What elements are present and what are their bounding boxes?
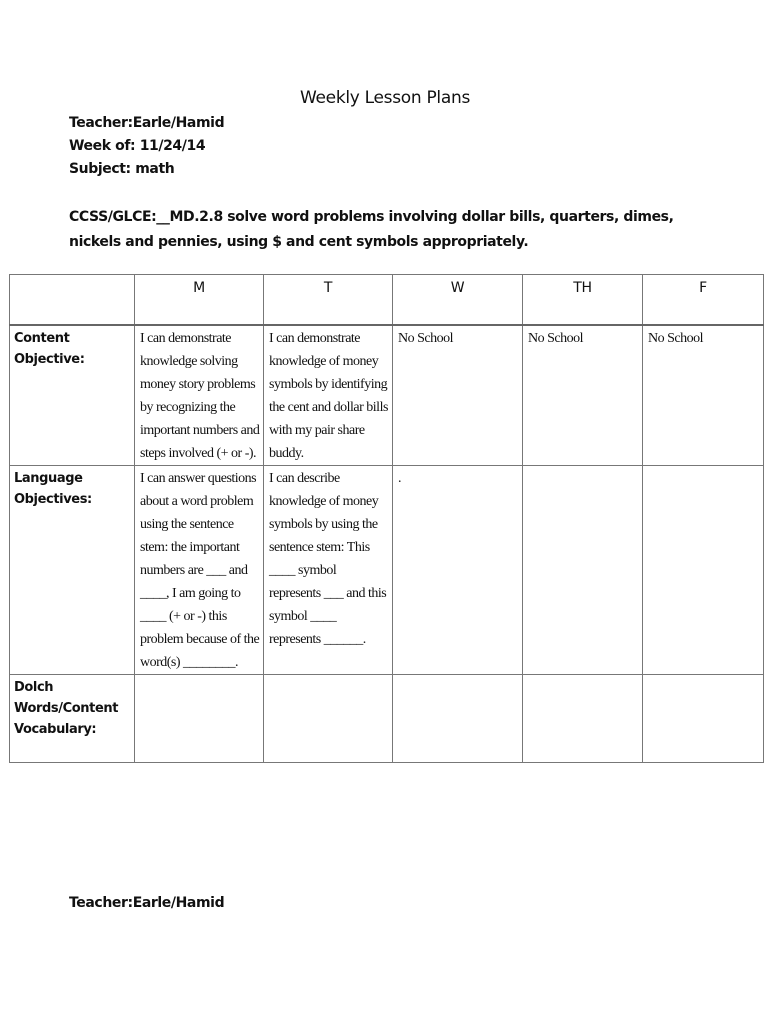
header-day-f: F [643, 275, 764, 326]
cell-vocab-th [523, 675, 643, 763]
cell-language-m: I can answer questions about a word problem using the sentence stem: the important numbers are ___ and ____, I am going to ____ (+ or -) this problem because of the word(s) ________. [135, 466, 264, 675]
cell-content-t: I can demonstrate knowledge of money symbols by identifying the cent and dollar bills with my pair share buddy. [264, 325, 393, 466]
standard-text: CCSS/GLCE:__MD.2.8 solve word problems involving dollar bills, quarters, dimes, nickels and pennies, using $ and cent symbols appropriately. [69, 209, 674, 250]
row-label-content: Content Objective: [10, 325, 135, 466]
table-row [10, 675, 764, 763]
meta-block [69, 112, 224, 181]
row-label-vocabulary: Dolch Words/Content Vocabulary: [10, 675, 135, 763]
cell-content-m: I can demonstrate knowledge solving money story problems by recognizing the important numbers and steps involved (+ or -). [135, 325, 264, 466]
cell-vocab-t [264, 675, 393, 763]
cell-content-w: No School [393, 325, 523, 466]
cell-language-th [523, 466, 643, 675]
cell-language-f [643, 466, 764, 675]
header-day-t: T [264, 275, 393, 326]
header-day-m: M [135, 275, 264, 326]
page-title: Weekly Lesson Plans [299, 88, 470, 108]
cell-language-t: I can describe knowledge of money symbols by using the sentence stem: This ____ symbol represents ___ and this symbol ____ represents ______. [264, 466, 393, 675]
table-row [10, 466, 764, 675]
cell-vocab-f [643, 675, 764, 763]
week-line: Week of: 11/24/14 [69, 138, 206, 154]
table-row [10, 325, 764, 466]
cell-content-th: No School [523, 325, 643, 466]
cell-vocab-m [135, 675, 264, 763]
cell-language-w: . [393, 466, 523, 675]
header-row [10, 275, 764, 326]
header-day-th: TH [523, 275, 643, 326]
footer-teacher: Teacher:Earle/Hamid [69, 895, 225, 911]
cell-content-f: No School [643, 325, 764, 466]
subject-line: Subject: math [69, 161, 175, 177]
row-label-language: Language Objectives: [10, 466, 135, 675]
teacher-line: Teacher:Earle/Hamid [69, 115, 225, 131]
header-corner [10, 275, 135, 326]
cell-vocab-w [393, 675, 523, 763]
lesson-plan-table [9, 274, 764, 763]
header-day-w: W [393, 275, 523, 326]
